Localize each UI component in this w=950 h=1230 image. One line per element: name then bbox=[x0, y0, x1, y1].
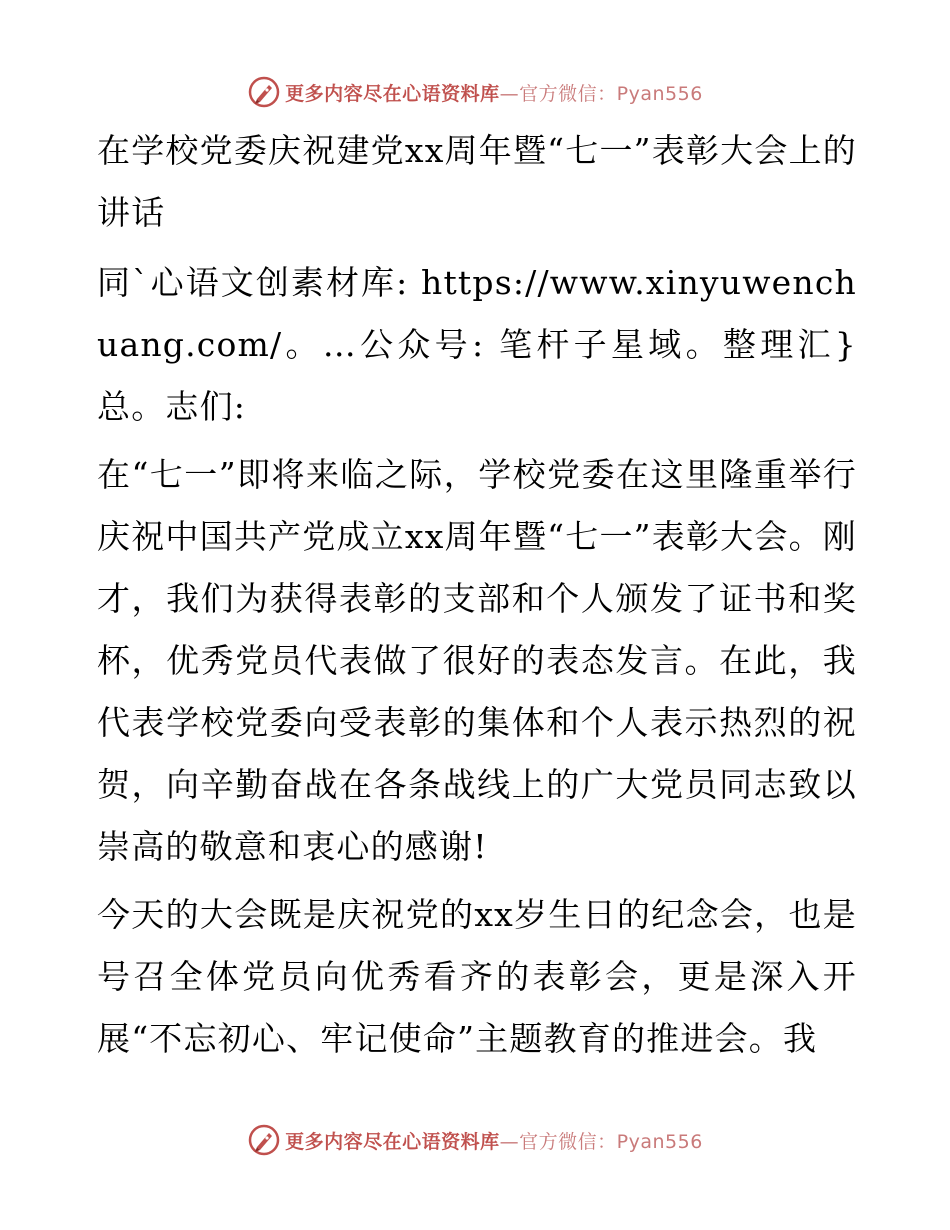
pen-nib-logo-icon bbox=[247, 1123, 281, 1157]
header-watermark-banner bbox=[0, 72, 950, 112]
paragraph-2: 在“七一”即将来临之际，学校党委在这里隆重举行庆祝中国共产党成立xx周年暨“七一”表彰大会。刚才，我们为获得表彰的支部和个人颁发了证书和奖杯，优秀党员代表做了很好的表态发言。在此，我代表学校党委向受表彰的集体和个人表示热烈的祝贺，向辛勤奋战在各条战线上的广大党员同志致以崇高的敬意和衷心的感谢! bbox=[97, 455, 857, 866]
paragraph-3: 今天的大会既是庆祝党的xx岁生日的纪念会，也是号召全体党员向优秀看齐的表彰会，更是深入开展“不忘初心、牢记使命”主题教育的推进会。我 bbox=[97, 895, 857, 1058]
banner-text-contact: —官方微信：Pyan556 bbox=[499, 82, 703, 105]
banner-text-cn: 更多内容尽在心语资料库 bbox=[285, 1130, 500, 1153]
banner-text-cn: 更多内容尽在心语资料库 bbox=[285, 82, 500, 105]
document-body bbox=[97, 120, 857, 1076]
pen-nib-logo-icon bbox=[247, 75, 281, 109]
banner-text bbox=[285, 1127, 703, 1154]
footer-watermark-banner bbox=[0, 1120, 950, 1160]
banner-text bbox=[285, 79, 703, 106]
document-title: 在学校党委庆祝建党xx周年暨“七一”表彰大会上的讲话 bbox=[97, 131, 857, 232]
banner-text-contact: —官方微信：Pyan556 bbox=[499, 1130, 703, 1153]
paragraph-1: 同`心语文创素材库: https://www.xinyuwenchuang.com/。…公众号: 笔杆子星域。整理汇}总。志们: bbox=[97, 263, 857, 426]
